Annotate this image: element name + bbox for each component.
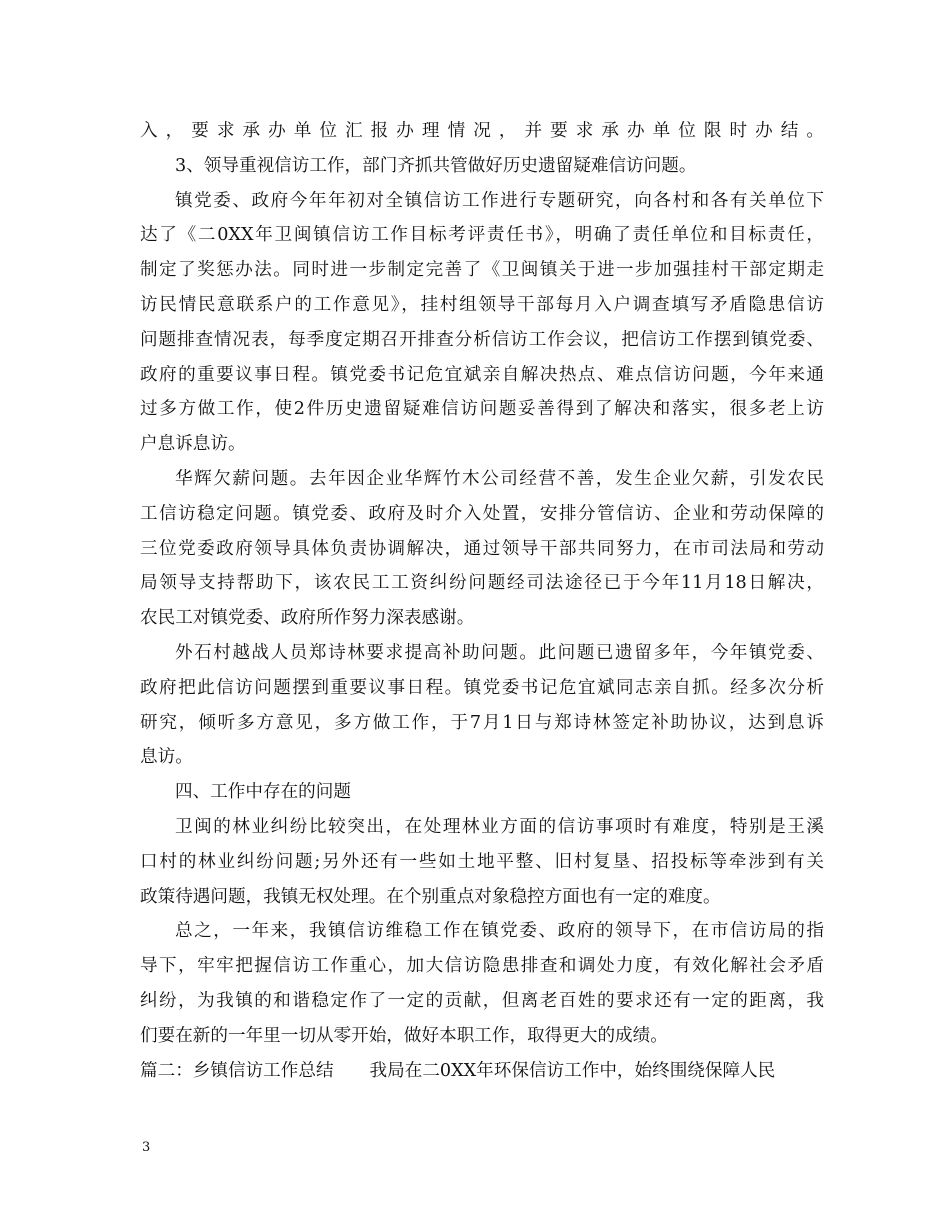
article-heading: 篇二：乡镇信访工作总结 [140,1060,334,1081]
text-line: 外石村越战人员郑诗林要求提高补助问题。此问题已遗留多年，今年镇党委、 [175,642,824,663]
text-line: 政策待遇问题，我镇无权处理。在个别重点对象稳控方面也有一定的难度。 [140,886,721,907]
text-line: 入，要求承办单位汇报办理情况，并要求承办单位限时办结。 [140,121,824,141]
text-line: 工信访稳定问题。镇党委、政府及时介入处置，安排分管信访、企业和劳动保障的 [140,503,824,524]
article-text: 我局在二0XX年环保信访工作中，始终围绕保障人民 [369,1060,776,1081]
text-line: 们要在新的一年里一切从零开始，做好本职工作，取得更大的成绩。 [140,1025,668,1046]
text-line: 农民工对镇党委、政府所作努力深表感谢。 [140,608,475,629]
text-line: 息访。 [140,747,193,768]
text-line: 三位党委政府领导具体负责协调解决，通过领导干部共同努力，在市司法局和劳动 [140,538,824,559]
text-line: 镇党委、政府今年年初对全镇信访工作进行专题研究，向各村和各有关单位下 [175,190,824,211]
text-line: 纠纷，为我镇的和谐稳定作了一定的贡献，但离老百姓的要求还有一定的距离，我 [140,990,824,1011]
text-line: 达了《二0XX年卫闽镇信访工作目标考评责任书》，明确了责任单位和目标责任， [140,225,824,246]
text-line: 导下，牢牢把握信访工作重心，加大信访隐患排查和调处力度，有效化解社会矛盾 [140,956,824,977]
text-line: 制定了奖惩办法。同时进一步制定完善了《卫闽镇关于进一步加强挂村干部定期走 [140,260,824,281]
text-line: 3、领导重视信访工作，部门齐抓共管做好历史遗留疑难信访问题。 [175,155,697,176]
text-line: 口村的林业纠纷问题;另外还有一些如土地平整、旧村复垦、招投标等牵涉到有关 [140,851,824,872]
section-heading: 四、工作中存在的问题 [175,782,351,803]
text-line: 户息诉息访。 [140,434,246,455]
text-line: 访民情民意联系户的工作意见》，挂村组领导干部每月入户调查填写矛盾隐患信访 [140,294,824,315]
document-body [140,114,824,1088]
text-line: 卫闽的林业纠纷比较突出，在处理林业方面的信访事项时有难度，特别是王溪 [175,816,824,837]
text-line: 研究，倾听多方意见，多方做工作，于7月1日与郑诗林签定补助协议，达到息诉 [140,712,824,733]
text-line: 局领导支持帮助下，该农民工工资纠纷问题经司法途径已于今年11月18日解决， [140,573,824,594]
page-number: 3 [142,1140,151,1155]
text-line: 政府的重要议事日程。镇党委书记危宜斌亲自解决热点、难点信访问题，今年来通 [140,364,824,385]
text-line: 华辉欠薪问题。去年因企业华辉竹木公司经营不善，发生企业欠薪，引发农民 [175,468,824,489]
text-line: 问题排查情况表，每季度定期召开排查分析信访工作会议，把信访工作摆到镇党委、 [140,329,824,350]
text-line: 过多方做工作，使2件历史遗留疑难信访问题妥善得到了解决和落实，很多老上访 [140,399,824,420]
text-line: 总之，一年来，我镇信访维稳工作在镇党委、政府的领导下，在市信访局的指 [175,921,824,942]
text-line [140,1054,824,1088]
text-line: 政府把此信访问题摆到重要议事日程。镇党委书记危宜斌同志亲自抓。经多次分析 [140,677,824,698]
